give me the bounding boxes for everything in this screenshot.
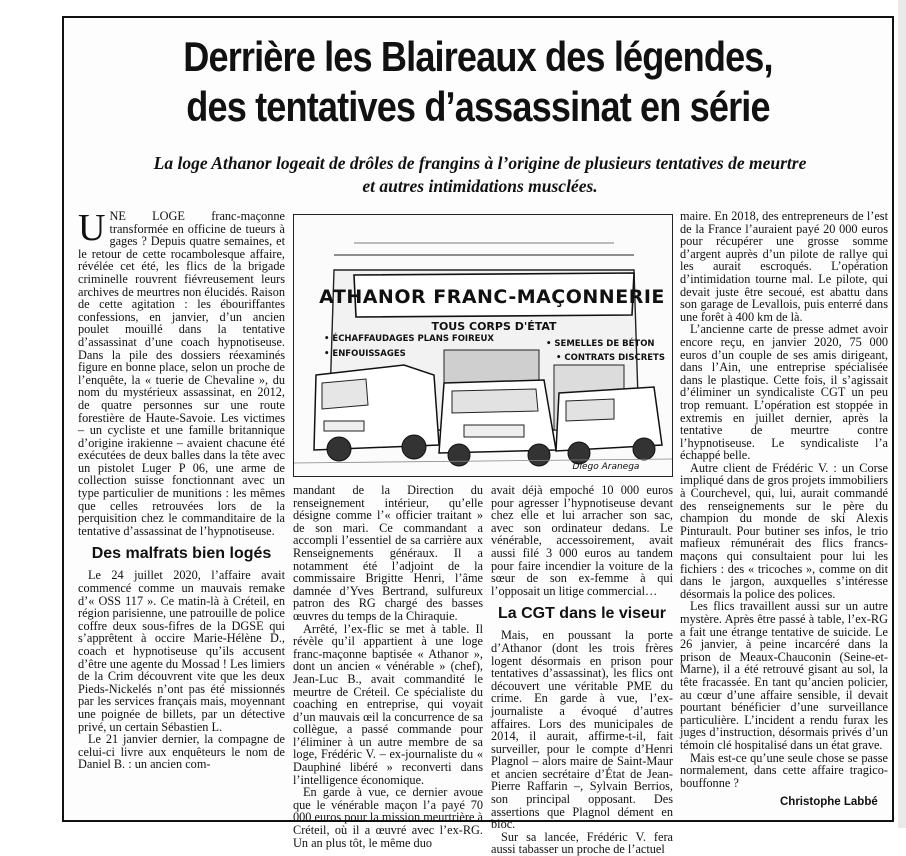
byline: Christophe Labbé [780, 796, 878, 808]
cartoon-illustration [293, 214, 673, 477]
intertitle-cgt: La CGT dans le viseur [497, 605, 667, 623]
column-3 [491, 484, 673, 856]
cartoon-sign-subtitle: TOUS CORPS D'ÉTAT [431, 320, 557, 333]
col2-paragraph-2: Arrêté, l’ex-flic se met à table. Il révèle qu’il appartient à une loge franc-maçonne baptisée « Athanor », dont un ancien « vénérable » (chef), Jean-Luc B., avait commandité le meurtre de Créteil. Ce spécialiste du coaching en entreprise, qui voyait d’un mauvais œil la concurrence de sa collègue, a passé commande pour l’éliminer à un autre membre de sa loge, Frédéric V. – ex-journaliste du « Dauphiné libéré » reconverti dans l’intelligence économique. [293, 621, 483, 787]
standfirst-line-2: et autres intimidations musclées. [362, 176, 598, 196]
page-edge-shadow [898, 0, 906, 828]
headline [122, 32, 834, 132]
col3-paragraph-1: avait déjà empoché 10 000 euros pour agresser l’hypnotiseuse devant chez elle et lui arracher son sac, avec son ordinateur dedans. Le vénérable, accessoirement, avait aussi filé 3 000 euros au tandem pour faire incendier la voiture de la sœur de son ex-femme à qui l’opposait un litige commercial… [491, 483, 673, 598]
column-2 [293, 484, 483, 849]
column-4 [680, 210, 888, 789]
cartoon-item-1: • ÉCHAFFAUDAGES PLANS FOIREUX [324, 334, 494, 344]
cartoon-item-4: • CONTRATS DISCRETS [556, 353, 665, 363]
cartoon-artist-signature: Diego Aranega [572, 462, 640, 472]
van-left [314, 365, 439, 461]
cartoon-drawing [294, 215, 672, 476]
col4-paragraph-4: Les flics travaillent aussi sur un autre mystère. Après être passé à table, l’ex-RG a fait une étrange tentative de suicide. Le 26 janvier, à peine incarcéré dans la prison de Meaux-Chauconin (Seine-et-Marne), il a été retrouvé gisant au sol, la tête fracassée. En tant qu’ancien policier, au cœur d’une affaire sensible, il devait pourtant bénéficier d’une surveillance particulière. L’incident a rendu furax les juges d’instruction, désormais privés d’un témoin clé hospitalisé dans un état grave. [680, 599, 888, 752]
standfirst-line-1: La loge Athanor logeait de drôles de frangins à l’origine de plusieurs tentatives de meurtre [153, 153, 807, 173]
col3-paragraph-2: Mais, en poussant la porte d’Athanor (dont les trois frères logent désormais en prison pour tentatives d’assassinat), les flics ont découvert une véritable PME du crime. En garde à vue, l’ex-journaliste a évoqué d’autres affaires. Lors des municipales de 2014, il aurait, affirme-t-il, fait surveiller, pour le compte d’Henri Plagnol – alors maire de Saint-Maur et ancien secrétaire d’État de Jean-Pierre Raffarin –, Sylvain Berrios, son principal opposant. Des assertions que Plagnol dément en bloc. [491, 628, 673, 832]
col2-paragraph-3: En garde à vue, ce dernier avoue que le vénérable maçon l’a payé 70 000 euros pour la mission meurtrière à Créteil, où il a œuvré avec l’ex-RG. Un an plus tôt, le même duo [293, 785, 483, 850]
col1-paragraph-2: Le 24 juillet 2020, l’affaire avait commencé comme un mauvais remake d’« OSS 117 ». Ce matin-là à Créteil, en région parisienne, une patrouille de police coffre deux sous-fifres de la DGSE qui s’apprêtent à occire Marie-Hélène D., coach et hypnotiseuse qu’ils accusent d’être une agente du Mossad ! Les limiers de la Crim découvrent vite que les deux Pieds-Nickelés n’ont pas été missionnés par les services français mais, moyennant une poignée de billets, par un détective privé, un certain Sébastien L. [78, 568, 285, 734]
article-page [62, 16, 894, 856]
col4-paragraph-5: Mais est-ce qu’une seule chose se passe normalement, dans cette affaire tragico-bouffonne ? [680, 750, 888, 790]
col3-paragraph-3: Sur sa lancée, Frédéric V. fera aussi tabasser un proche de l’actuel [491, 829, 673, 856]
headline-line-2: des tentatives d’assassinat en série [186, 83, 770, 130]
col4-paragraph-1: maire. En 2018, des entrepreneurs de l’est de la France l’auraient payé 20 000 euros pour récupérer une grosse somme d’argent auprès d’un pilote de rallye qui les aurait escroqués. L’opération d’intimidation tourne mal. Le pilote, qui devait juste être secoué, est abattu dans son garage de Levallois, puis enterré dans une forêt à 400 km de là. [680, 209, 888, 324]
column-1 [78, 207, 285, 772]
intertitle-malfrats: Des malfrats bien logés [91, 545, 272, 563]
cartoon-item-2: • ENFOUISSAGES [324, 349, 406, 359]
cartoon-item-3: • SEMELLES DE BÉTON [546, 339, 655, 349]
col1-paragraph-1-text: NE LOGE franc-maçonne transformée en officine de tueurs à gages ? Depuis quatre semaines, et le retour de cette rocambolesque affaire, révélée cet été, les flics de la brigade criminelle rouvrent fiévreusement leurs archives de meurtres non élucidés. Raison de cette agitation : les ébouriffantes confessions, en janvier, d’un ancien poulet mouillé dans la tentative d’assassinat d’une coach hypnotiseuse. Dans la pile des dossiers réexaminés figure en bonne place, selon un proche de l’enquête, la « tuerie de Chevaline », du nom du mystérieux assassinat, en 2012, de quatre personnes sur une route forestière de Haute-Savoie. Les victimes – un cycliste et une famille britannique d’origine irakienne – avaient chacune été exécutées de deux balles dans la tête avec un pistolet Luger P 06, une arme de collection suisse fonctionnant avec un type particulier de munitions : les mêmes que celles retrouvées lors de la perquisition chez le commanditaire de la tentative d’assassinat de l’hypnotiseuse. [78, 209, 285, 538]
headline-line-1: Derrière les Blaireaux des légendes, [183, 33, 773, 80]
col4-paragraph-3: Autre client de Frédéric V. : un Corse impliqué dans de gros projets immobiliers à Courchevel, qui, lui, aurait commandé des renseignements sur le père du champion du monde de ski Alexis Pinturault. Pour butiner ses infos, le trio mafieux rémunérait des flics francs-maçons qui consultaient pour lui les fichiers : des « tricoches », comme on dit dans le jargon, auxquelles s’intéresse désormais la police des polices. [680, 460, 888, 601]
col2-paragraph-1: mandant de la Direction du renseignement intérieur, qu’elle désigne comme l’« officier traitant » de son mari. Ce commandant a accompli l’essentiel de sa carrière aux Renseignements généraux. Il a notamment été l’adjoint de la commissaire Brigitte Henri, l’âme damnée d’Yves Bertrand, sulfureux patron des RG chargé des basses œuvres du temps de la Chiraquie. [293, 483, 483, 623]
standfirst [104, 152, 856, 198]
cartoon-sign-title: ATHANOR FRANC-MAÇONNERIE [319, 286, 665, 308]
col4-paragraph-2: L’ancienne carte de presse admet avoir encore reçu, en janvier 2020, 75 000 euros d’un couple de ses amis dirigeant, dans l’Ain, une entreprise spécialisée dans le plastique. Cette fois, il s’agissait d’éliminer un syndicaliste CGT un peu trop remuant. L’opération est stoppée in extremis en juillet dernier, après la tentative de meurtre contre l’hypnotiseuse. Le syndicaliste l’a échappé belle. [680, 322, 888, 463]
col1-paragraph-1 [78, 207, 285, 538]
col1-paragraph-3: Le 21 janvier dernier, la compagne de celui-ci livre aux enquêteurs le nom de Daniel B. : un ancien com- [78, 732, 285, 772]
drop-cap: U [78, 207, 106, 249]
